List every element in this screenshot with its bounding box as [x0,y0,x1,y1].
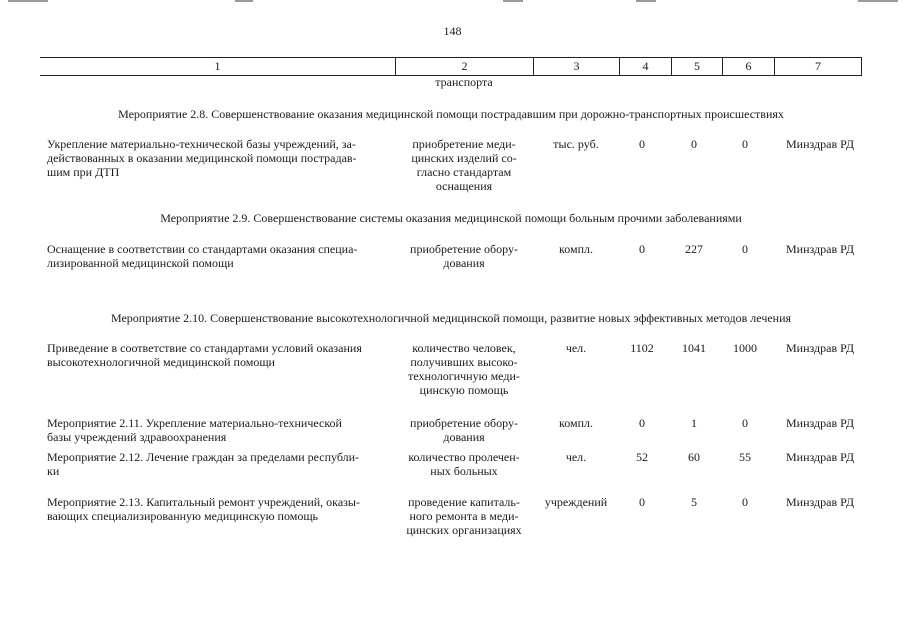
table-row-6-unit: учреждений [544,495,608,509]
column-header-1: 1 [214,59,221,73]
table-row-2-indicator [395,242,533,270]
table-row-5-value-6: 55 [739,450,751,464]
column-header-7: 7 [774,58,862,75]
name-line: Мероприятие 2.13. Капитальный ремонт учреждений, оказы- [47,495,360,509]
table-row-3-indicator [395,341,533,397]
page-number: 148 [443,24,462,38]
table-row-1-value-6: 0 [742,137,748,151]
table-row-3-name [47,341,386,369]
table-row-1-indicator [395,137,533,193]
indicator-line: приобретение меди- [412,137,516,151]
indicator-line: гласно стандартам [416,165,512,179]
table-row-1-name [47,137,386,179]
table-row-3-value-4: 1102 [630,341,654,355]
indicator-line: цинских организациях [406,523,522,537]
indicator-line: проведение капиталь- [408,495,520,509]
table-row-4-name [47,416,386,444]
name-line: ки [47,464,60,478]
table-row-1-unit: тыс. руб. [553,137,599,151]
section-heading-2-10: Мероприятие 2.10. Совершенствование высокотехнологичной медицинской помощи, развитие новых эффективных методов лечения [110,311,792,325]
name-line: высокотехнологичной медицинской помощи [47,355,275,369]
indicator-line: ных больных [430,464,498,478]
name-line: Мероприятие 2.12. Лечение граждан за пределами республи- [47,450,360,464]
section-heading-2-9: Мероприятие 2.9. Совершенствование системы оказания медицинской помощи больным прочими заболеваниями [160,211,742,225]
column-header-5: 5 [671,58,722,75]
table-row-5-value-4: 52 [636,450,648,464]
table-row-1-executor: Минздрав РД [786,137,855,151]
table-row-1-value-4: 0 [639,137,645,151]
name-line: Укрепление материально-технической базы учреждений, за- [47,137,356,151]
indicator-line: приобретение обору- [410,416,518,430]
indicator-line: технологичную меди- [408,369,520,383]
table-row-5-name [47,450,386,478]
table-row-2-value-5: 227 [685,242,703,256]
table-row-3-value-6: 1000 [733,341,757,355]
table-row-4-value-6: 0 [742,416,748,430]
table-row-6-value-6: 0 [742,495,748,509]
table-row-2-value-6: 0 [742,242,748,256]
table-row-6-value-4: 0 [639,495,645,509]
column-header-3: 3 [533,58,619,75]
table-row-4-value-4: 0 [639,416,645,430]
indicator-line: оснащения [435,179,493,193]
table-row-3-executor: Минздрав РД [786,341,855,355]
name-line: лизированной медицинской помощи [47,256,234,270]
name-line: шим при ДТП [47,165,120,179]
column-header-6: 6 [722,58,774,75]
indicator-line: количество человек, [412,341,516,355]
table-row-2-executor: Минздрав РД [786,242,855,256]
table-row-4-unit: компл. [559,416,593,430]
table-row-6-indicator [395,495,533,537]
column-header-4: 4 [619,58,671,75]
table-row-6-executor: Минздрав РД [786,495,855,509]
table-row-4-value-5: 1 [691,416,697,430]
name-line: Оснащение в соответствии со стандартами оказания специа- [47,242,358,256]
name-line: действованных в оказании медицинской помощи пострадав- [47,151,357,165]
continuation-text: транспорта [435,75,493,89]
scan-edge-mid-3 [636,0,656,2]
indicator-line: дования [443,256,485,270]
indicator-line: приобретение обору- [410,242,518,256]
column-header-2: 2 [395,58,533,75]
table-row-4-indicator [395,416,533,444]
column-header-row [40,57,862,76]
table-row-4-executor: Минздрав РД [786,416,855,430]
table-row-2-value-4: 0 [639,242,645,256]
table-row-3-value-5: 1041 [682,341,706,355]
scan-edge-left [8,0,48,2]
table-row-6-value-5: 5 [691,495,697,509]
table-row-5-value-5: 60 [688,450,700,464]
scan-edge-mid-2 [503,0,523,2]
table-row-6-name [47,495,386,523]
table-row-5-unit: чел. [565,450,587,464]
table-row-2-unit: компл. [559,242,593,256]
table-row-5-executor: Минздрав РД [786,450,855,464]
table-row-1-value-5: 0 [691,137,697,151]
scan-edge-right [858,0,898,2]
name-line: вающих специализированную медицинскую помощь [47,509,319,523]
table-row-5-indicator [395,450,533,478]
scan-edge-mid-1 [235,0,253,2]
indicator-line: цинских изделий со- [411,151,517,165]
indicator-line: цинскую помощь [419,383,509,397]
indicator-line: получивших высоко- [410,355,518,369]
indicator-line: ного ремонта в меди- [409,509,519,523]
name-line: базы учреждений здравоохранения [47,430,227,444]
indicator-line: количество пролечен- [408,450,520,464]
table-row-3-unit: чел. [565,341,587,355]
name-line: Мероприятие 2.11. Укрепление материально-технической [47,416,342,430]
section-heading-2-8: Мероприятие 2.8. Совершенствование оказания медицинской помощи пострадавшим при дорожно-транспортных происшествиях [118,107,784,121]
indicator-line: дования [443,430,485,444]
table-row-2-name [47,242,386,270]
name-line: Приведение в соответствие со стандартами условий оказания [47,341,362,355]
